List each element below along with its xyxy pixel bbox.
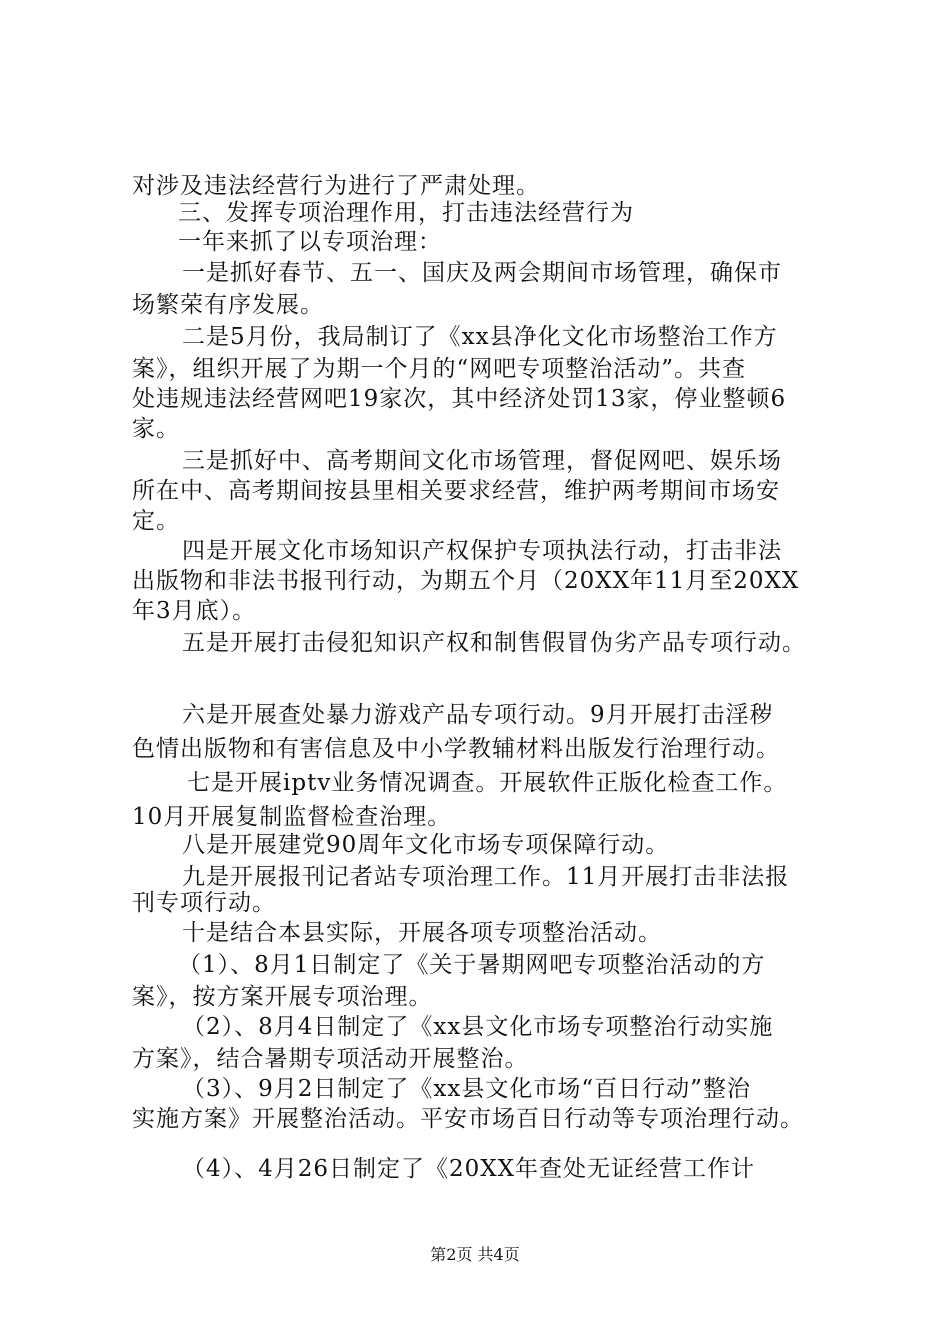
text-line: 刊专项行动。 xyxy=(132,890,276,916)
text-line: 四是开展文化市场知识产权保护专项执法行动，打击非法 xyxy=(182,538,782,564)
text-line: 案》，按方案开展专项治理。 xyxy=(132,984,433,1010)
text-line: 年3月底）。 xyxy=(132,598,257,624)
text-line: 10月开展复制监督检查治理。 xyxy=(132,804,452,830)
text-line: （1）、8月1日制定了《关于暑期网吧专项整治活动的方 xyxy=(178,952,766,978)
text-line: 家。 xyxy=(132,416,180,442)
text-line: 二是5月份，我局制订了《xx县净化文化市场整治工作方 xyxy=(182,324,778,350)
text-line: 六是开展查处暴力游戏产品专项行动。9月开展打击淫秽 xyxy=(182,702,774,728)
text-line: 十是结合本县实际，开展各项专项整治活动。 xyxy=(182,920,662,946)
section-heading: 三、发挥专项治理作用，打击违法经营行为 xyxy=(178,200,634,226)
text-line: 出版物和非法书报刊行动，为期五个月（20XX年11月至20XX xyxy=(132,568,800,594)
text-line: 一是抓好春节、五一、国庆及两会期间市场管理，确保市 xyxy=(182,260,782,286)
text-line: （4）、4月26日制定了《20XX年查处无证经营工作计 xyxy=(182,1156,756,1182)
text-line: 处违规违法经营网吧19家次，其中经济处罚13家，停业整顿6 xyxy=(132,386,787,412)
text-line: 对涉及违法经营行为进行了严肃处理。 xyxy=(132,173,540,199)
page-footer: 第2页 共4页 xyxy=(430,1245,520,1264)
text-line: 一年来抓了以专项治理： xyxy=(178,229,442,255)
text-line: 场繁荣有序发展。 xyxy=(132,292,324,318)
text-line: 三是抓好中、高考期间文化市场管理，督促网吧、娱乐场 xyxy=(182,448,782,474)
text-line: （3）、9月2日制定了《xx县文化市场“百日行动”整治 xyxy=(182,1076,751,1102)
text-line: 七是开展iptv业务情况调查。开展软件正版化检查工作。 xyxy=(187,770,788,796)
text-line: 八是开展建党90周年文化市场专项保障行动。 xyxy=(182,832,670,858)
text-line: 方案》，结合暑期专项活动开展整治。 xyxy=(132,1046,529,1072)
text-line: 色情出版物和有害信息及中小学教辅材料出版发行治理行动。 xyxy=(132,736,780,762)
text-line: 实施方案》开展整治活动。平安市场百日行动等专项治理行动。 xyxy=(132,1106,804,1132)
text-line: （2）、8月4日制定了《xx县文化市场专项整治行动实施 xyxy=(182,1014,774,1040)
text-line: 定。 xyxy=(132,508,180,534)
text-line: 九是开展报刊记者站专项治理工作。11月开展打击非法报 xyxy=(182,864,790,890)
text-line: 所在中、高考期间按县里相关要求经营，维护两考期间市场安 xyxy=(132,478,780,504)
text-line: 案》，组织开展了为期一个月的“网吧专项整治活动”。共查 xyxy=(132,356,747,382)
text-line: 五是开展打击侵犯知识产权和制售假冒伪劣产品专项行动。 xyxy=(182,630,806,656)
